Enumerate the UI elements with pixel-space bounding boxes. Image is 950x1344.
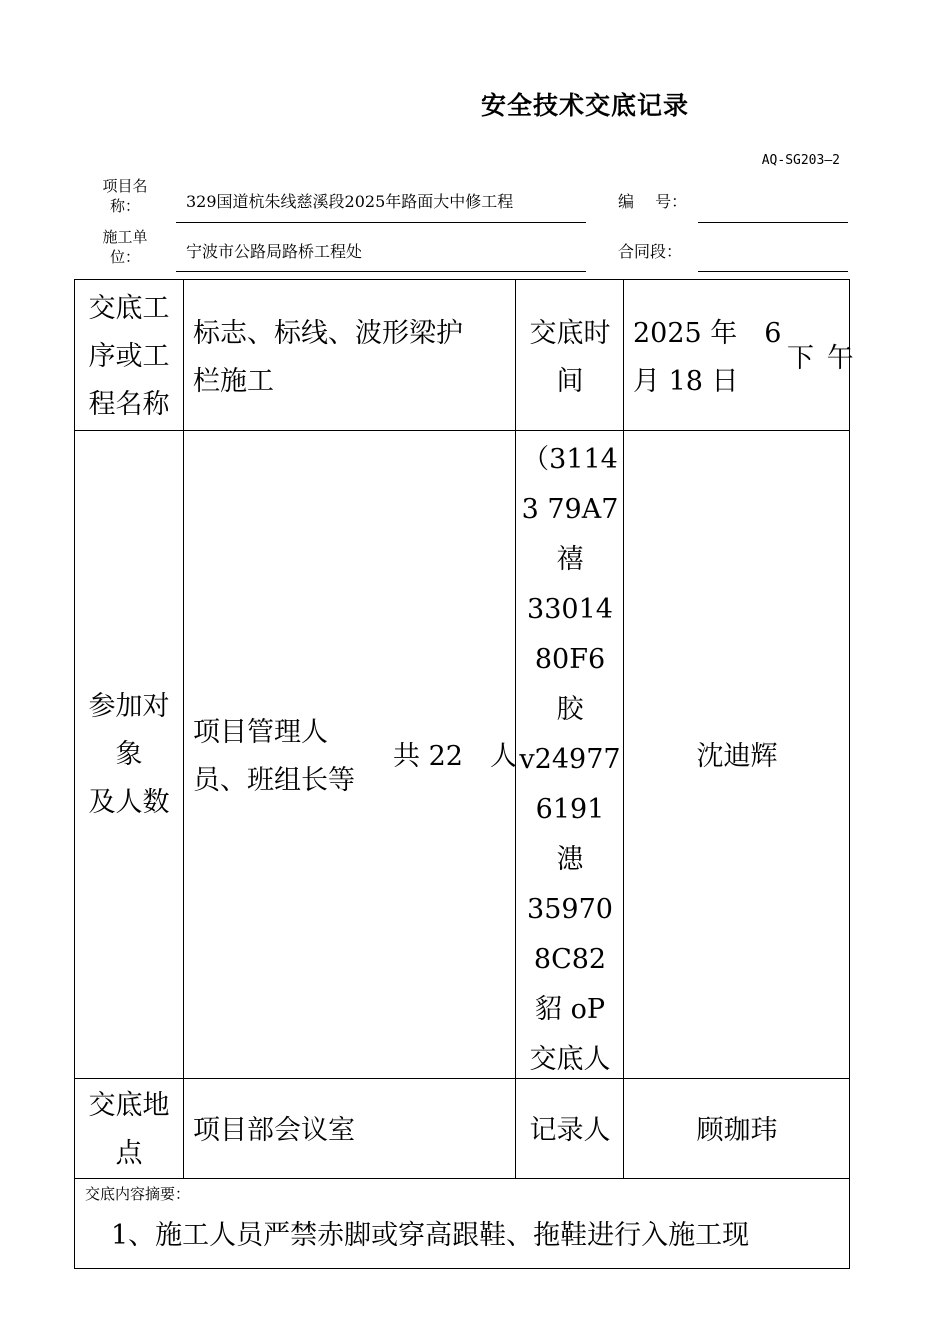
process-value-line: 标志、标线、波形梁护 (193, 318, 463, 349)
mixed-line: v24977 (519, 744, 621, 775)
process-value-line: 栏施工 (193, 366, 274, 397)
recorder-label: 记录人 (529, 1115, 611, 1146)
location-label-line: 点 (115, 1138, 143, 1169)
time-value-line: 2025 年 6 (633, 318, 782, 349)
construction-unit-value: 宁波市公路局路桥工程处 (186, 242, 363, 261)
project-name-label-line: 项目名 (102, 177, 148, 195)
participants-count: 共 22 人 (393, 741, 517, 772)
column-divider (183, 280, 184, 1178)
time-value (633, 310, 783, 406)
mixed-line: 禧 (556, 544, 584, 575)
row-divider (75, 1078, 849, 1079)
mixed-line: 交底人 (529, 1044, 611, 1075)
summary-line: 1、施工人员严禁赤脚或穿高跟鞋、拖鞋进行入施工现 (111, 1220, 750, 1251)
location-value: 项目部会议室 (193, 1115, 355, 1146)
process-label-line: 交底工 (88, 293, 170, 324)
mixed-line: （3114 (522, 444, 618, 475)
participants-label-line: 参加对 (88, 691, 170, 722)
number-label: 编 号： (618, 192, 688, 211)
row-divider (75, 430, 849, 431)
participants-value-line: 项目管理人 (193, 717, 328, 748)
participants-label (75, 683, 183, 827)
time-label-line: 间 (556, 366, 584, 397)
participants-label-line: 及人数 (88, 787, 170, 818)
mixed-line: 3 79A7 (521, 494, 619, 525)
participants-value-line: 员、班组长等 (193, 765, 355, 796)
recorder-value: 顾珈玮 (696, 1115, 778, 1146)
mixed-line: 6191 (535, 794, 605, 825)
process-value (193, 310, 513, 406)
participants-value (193, 709, 393, 805)
mixed-line: 8C82 (533, 944, 607, 975)
construction-unit-label-line: 位： (109, 248, 140, 266)
mixed-line: 80F6 (534, 644, 606, 675)
project-name-label-line: 称： (109, 197, 140, 215)
row-divider (75, 1178, 849, 1179)
presenter-name: 沈迪辉 (696, 741, 778, 772)
project-name-label (88, 176, 162, 216)
project-name-value: 329国道杭朱线慈溪段2025年路面大中修工程 (186, 192, 514, 211)
number-underline (698, 222, 848, 223)
construction-unit-underline (176, 271, 586, 272)
form-code: AQ-SG203—2 (761, 153, 840, 168)
time-label-line: 交底时 (529, 318, 611, 349)
document-title: 安全技术交底记录 (480, 91, 689, 120)
mixed-line: 胶 (556, 694, 584, 725)
column-divider (515, 280, 516, 1178)
participants-label-line: 象 (115, 739, 143, 770)
process-label (75, 285, 183, 429)
process-label-line: 序或工 (88, 341, 170, 372)
handover-table (74, 279, 856, 1269)
contract-label: 合同段： (618, 242, 683, 261)
process-label-line: 程名称 (88, 389, 170, 420)
column-divider (623, 280, 624, 1178)
location-label (75, 1082, 183, 1178)
mixed-line: 33014 (527, 594, 613, 625)
mixed-line: 35970 (527, 894, 613, 925)
mixed-column (517, 435, 623, 1085)
contract-underline (698, 271, 848, 272)
time-period: 下 午 (787, 343, 856, 374)
project-name-underline (176, 222, 586, 223)
construction-unit-label-line: 施工单 (102, 228, 148, 246)
time-value-line: 月 18 日 (633, 366, 739, 397)
summary-label: 交底内容摘要： (85, 1185, 191, 1203)
time-label (517, 310, 623, 406)
mixed-line: 貂 oP (534, 994, 605, 1025)
construction-unit-label (88, 227, 162, 267)
mixed-line: 漶 (556, 844, 584, 875)
location-label-line: 交底地 (88, 1090, 170, 1121)
